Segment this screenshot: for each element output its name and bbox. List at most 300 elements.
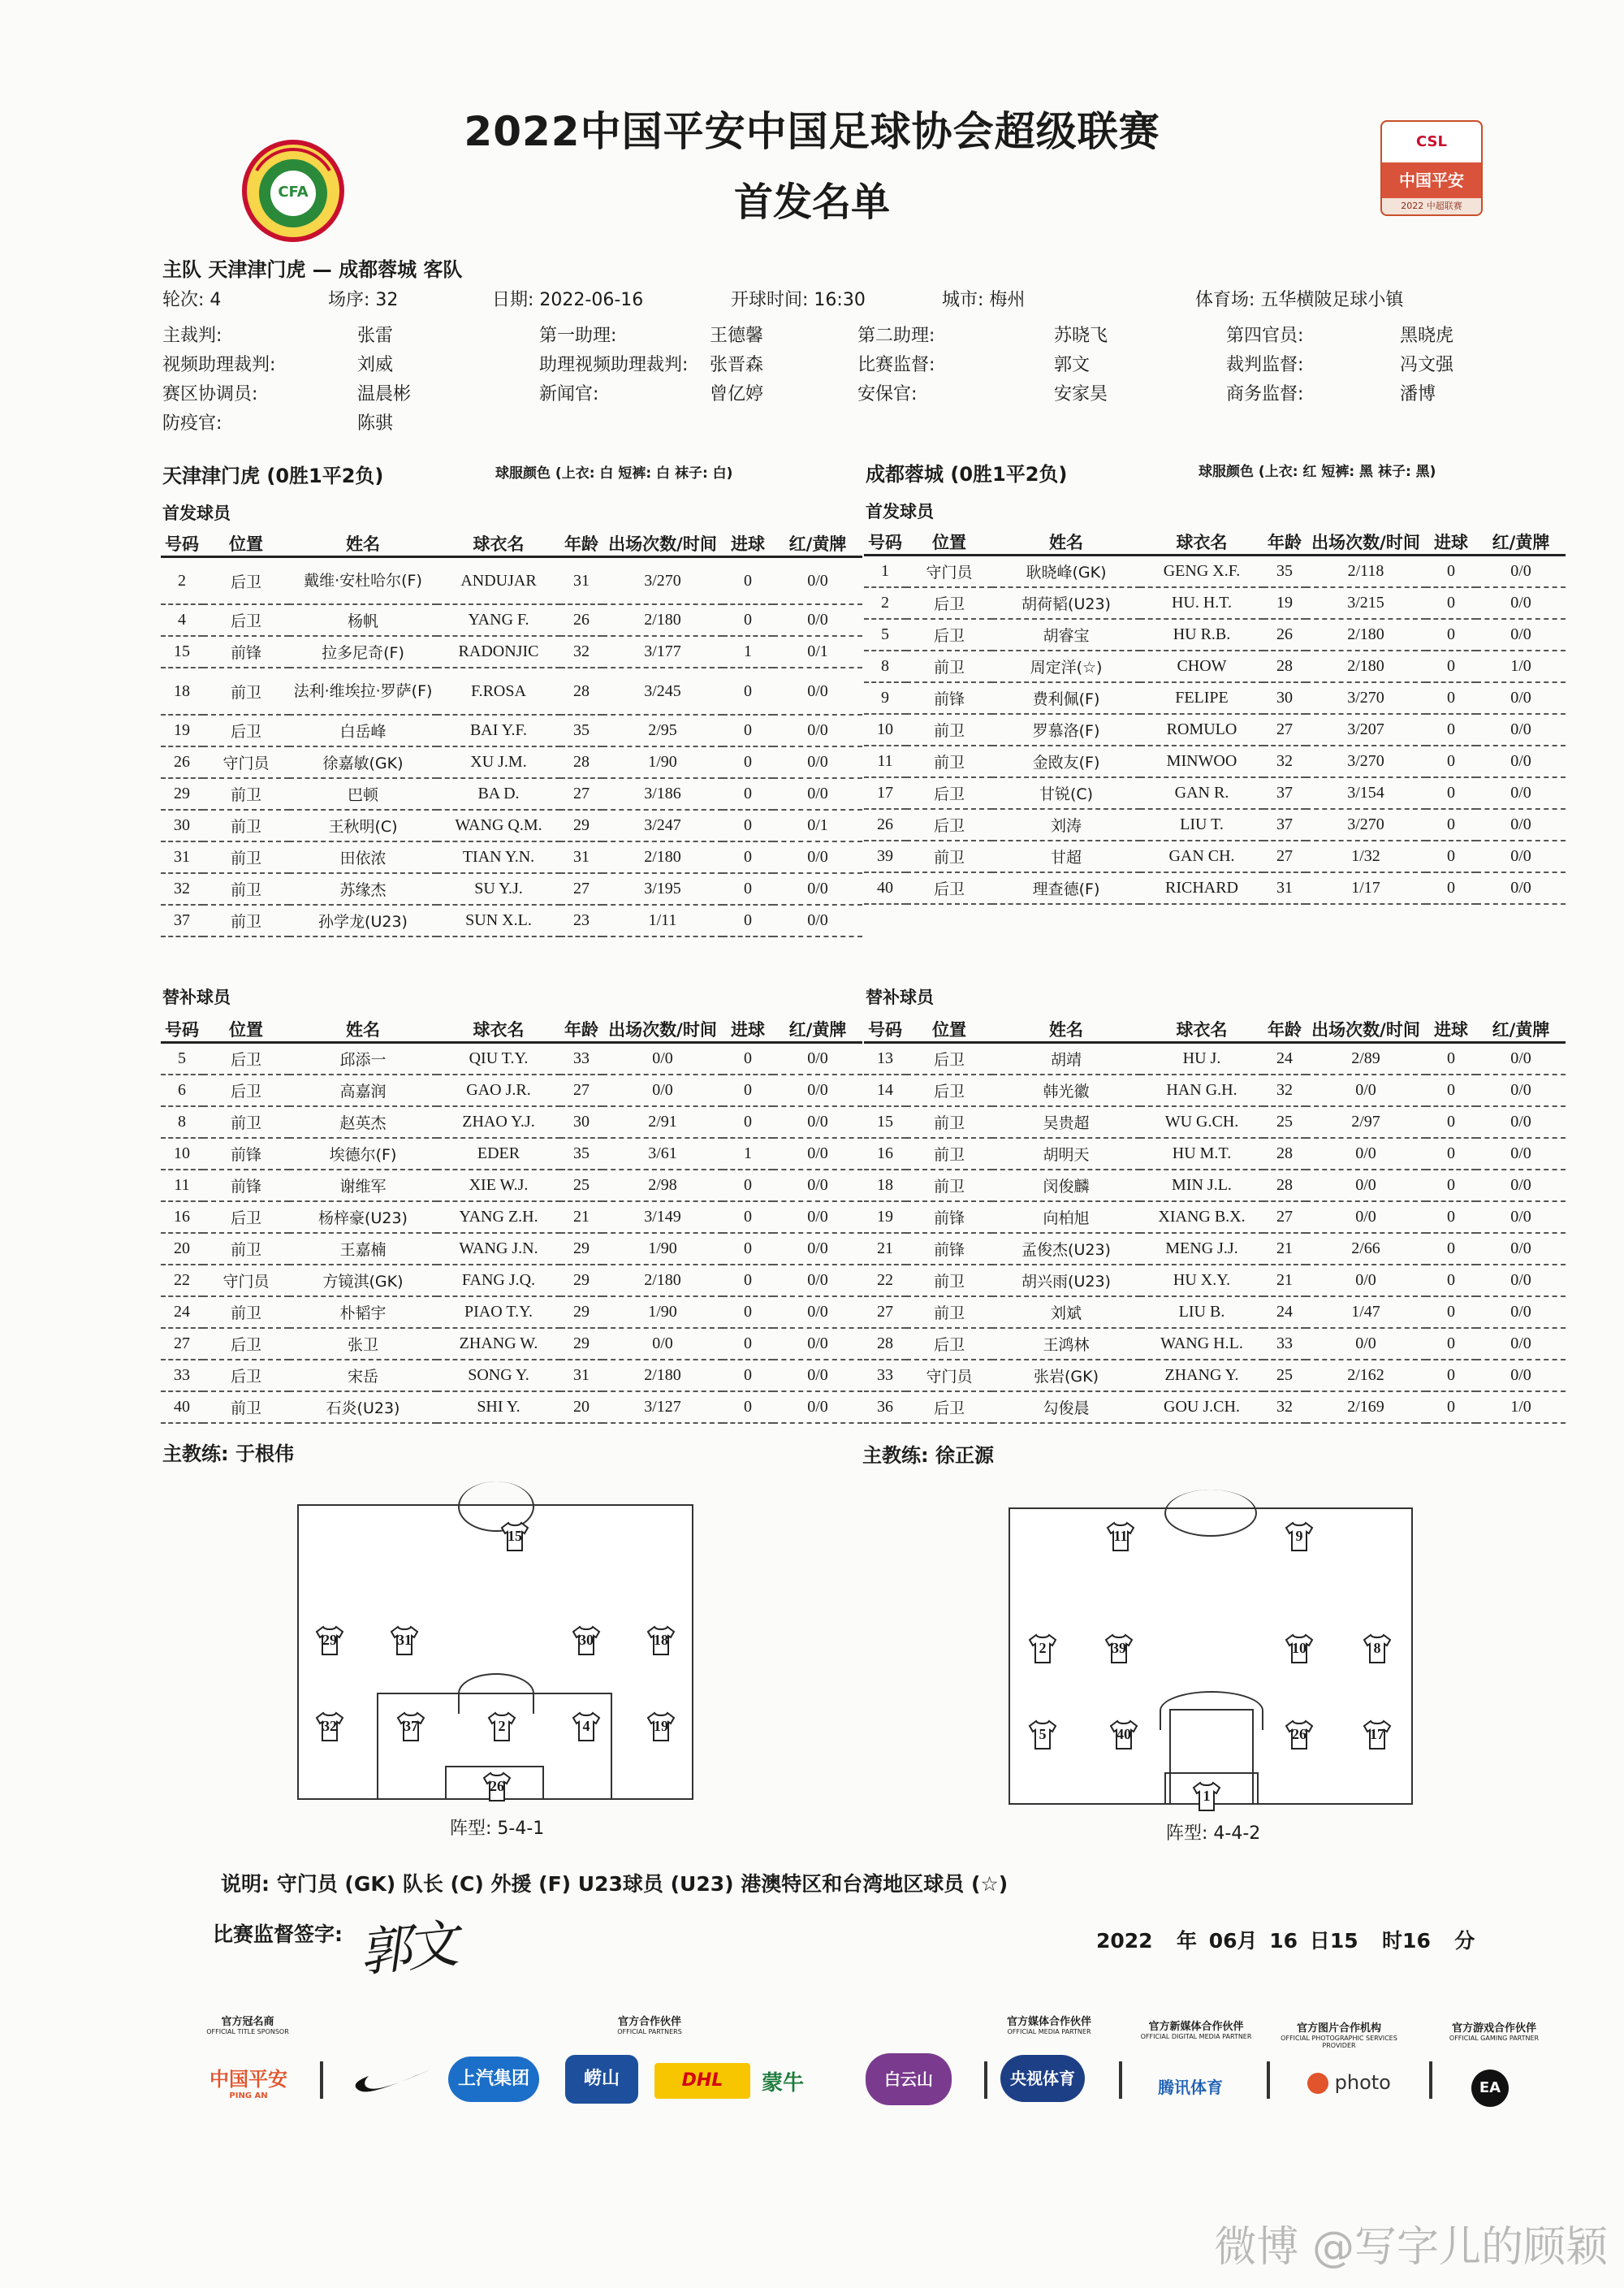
table-cell: 0/0	[1306, 1170, 1426, 1201]
table-cell: 21	[560, 1201, 603, 1233]
table-cell: 胡兴雨(U23)	[992, 1265, 1140, 1296]
column-header: 号码	[864, 530, 906, 556]
table-cell: 后卫	[203, 557, 289, 605]
signature-handwriting: 郭文	[356, 1914, 457, 1984]
table-cell: 11	[864, 746, 906, 777]
official-name: 刘威	[357, 355, 394, 375]
table-cell: ANDUJAR	[437, 557, 560, 605]
table-cell: 胡明天	[992, 1138, 1140, 1170]
player-shirt-icon: 30	[570, 1624, 603, 1657]
column-header: 号码	[864, 1017, 906, 1043]
table-row	[864, 1328, 1566, 1360]
table-cell: 0	[723, 1170, 773, 1201]
partners-caption: 官方合作伙伴 OFFICIAL PARTNERS	[617, 2016, 682, 2035]
table-cell: 0/0	[1476, 556, 1566, 588]
table-cell: 2/89	[1306, 1043, 1426, 1075]
table-cell: MIN J.L.	[1140, 1170, 1263, 1201]
table-cell: 0	[1426, 587, 1476, 619]
official-role-label: 新闻官:	[539, 384, 599, 404]
table-cell: 32	[560, 636, 603, 668]
table-cell: 张卫	[289, 1328, 437, 1360]
table-cell: 1/11	[603, 905, 723, 936]
venue-info: 体育场: 五华横陂足球小镇	[1195, 290, 1404, 310]
table-cell: 33	[864, 1360, 906, 1391]
table-cell: 0	[723, 1296, 773, 1328]
table-cell: 0/0	[773, 746, 862, 778]
table-row	[161, 1201, 862, 1233]
penalty-arc	[458, 1673, 534, 1714]
table-cell: 0	[1426, 1043, 1476, 1075]
table-cell: 25	[1263, 1360, 1306, 1391]
table-cell: 前卫	[906, 651, 992, 682]
table-cell: SU Y.J.	[437, 873, 560, 905]
table-cell: 0	[723, 1328, 773, 1360]
table-cell: GAO J.R.	[437, 1075, 560, 1106]
table-row	[864, 777, 1566, 809]
table-cell: 0/0	[1476, 1201, 1566, 1233]
penalty-arc	[1160, 1691, 1263, 1730]
table-cell: 27	[161, 1328, 203, 1360]
table-cell: WANG J.N.	[437, 1233, 560, 1265]
table-cell: 0	[723, 1075, 773, 1106]
column-header: 姓名	[289, 531, 437, 557]
table-cell: 29	[560, 1265, 603, 1296]
player-shirt-icon: 26	[481, 1771, 513, 1803]
table-cell: 周定洋(☆)	[992, 651, 1140, 682]
table-cell: 0	[723, 557, 773, 605]
table-cell: 2/180	[603, 841, 723, 873]
table-cell: 29	[560, 1296, 603, 1328]
table-cell: 0	[1426, 777, 1476, 809]
table-cell: 前卫	[203, 873, 289, 905]
table-cell: 29	[161, 778, 203, 810]
csl-logo-bot: 2022 中超联赛	[1401, 201, 1462, 211]
player-shirt-icon: 2	[486, 1711, 518, 1743]
table-cell: 后卫	[203, 1360, 289, 1391]
csl-logo-top: CSL	[1382, 122, 1481, 162]
column-header: 球衣名	[437, 531, 560, 557]
table-cell: XIANG B.X.	[1140, 1201, 1263, 1233]
table-cell: 3/149	[603, 1201, 723, 1233]
table-cell: HU R.B.	[1140, 619, 1263, 651]
table-cell: 后卫	[906, 619, 992, 651]
table-row	[864, 1106, 1566, 1138]
cfa-logo-text: CFA	[278, 184, 309, 201]
away-starters-table	[864, 530, 1566, 905]
column-header: 进球	[1426, 1017, 1476, 1043]
table-cell: 2/98	[603, 1170, 723, 1201]
table-cell: 守门员	[203, 1265, 289, 1296]
table-cell: 10	[864, 714, 906, 746]
official-name: 曾亿婷	[710, 384, 764, 404]
ea-sports-logo: EA	[1471, 2070, 1509, 2107]
table-cell: 0/0	[1476, 1138, 1566, 1170]
table-cell: 0	[1426, 1075, 1476, 1106]
table-cell: 胡靖	[992, 1043, 1140, 1075]
table-cell: 孟俊杰(U23)	[992, 1233, 1140, 1265]
player-shirt-icon: 2	[1026, 1633, 1059, 1665]
table-cell: 0/0	[773, 1265, 862, 1296]
table-cell: 27	[1263, 714, 1306, 746]
table-cell: 40	[161, 1391, 203, 1423]
column-header: 姓名	[992, 1017, 1140, 1043]
table-cell: 22	[161, 1265, 203, 1296]
column-header: 号码	[161, 531, 203, 557]
away-starters-label: 首发球员	[866, 502, 934, 521]
table-cell: 前卫	[906, 841, 992, 872]
table-cell: 理查德(F)	[992, 872, 1140, 904]
table-cell: PIAO T.Y.	[437, 1296, 560, 1328]
table-cell: 宋岳	[289, 1360, 437, 1391]
table-cell: 24	[1263, 1296, 1306, 1328]
table-cell: 0	[723, 1043, 773, 1075]
legend: 说明: 守门员 (GK) 队长 (C) 外援 (F) U23球员 (U23) 港澳特区和台湾地区球员 (☆)	[221, 1872, 1009, 1896]
table-cell: 32	[1263, 1391, 1306, 1423]
table-cell: 0	[723, 841, 773, 873]
column-header: 号码	[161, 1017, 203, 1043]
table-cell: 后卫	[203, 715, 289, 746]
table-cell: 0	[723, 810, 773, 841]
table-cell: 前卫	[906, 1170, 992, 1201]
table-cell: 13	[864, 1043, 906, 1075]
player-shirt-icon: 1	[1190, 1780, 1223, 1813]
table-cell: 2/180	[1306, 651, 1426, 682]
table-cell: 后卫	[203, 1075, 289, 1106]
table-cell: 王鸿林	[992, 1328, 1140, 1360]
table-cell: 0	[723, 905, 773, 936]
table-cell: 1/0	[1476, 1391, 1566, 1423]
table-cell: 后卫	[906, 1328, 992, 1360]
photo-logo: photo	[1307, 2071, 1391, 2094]
column-header: 年龄	[1263, 530, 1306, 556]
table-cell: 3/245	[603, 668, 723, 715]
table-cell: 后卫	[203, 1043, 289, 1075]
table-cell: TIAN Y.N.	[437, 841, 560, 873]
table-cell: 27	[1263, 1201, 1306, 1233]
table-cell: 31	[1263, 872, 1306, 904]
table-cell: 0/0	[773, 1296, 862, 1328]
gaming-caption: 官方游戏合作伙伴 OFFICIAL GAMING PARTNER	[1449, 2022, 1540, 2042]
table-cell: 0	[1426, 1296, 1476, 1328]
table-cell: 31	[560, 557, 603, 605]
table-cell: 3/177	[603, 636, 723, 668]
official-name: 王德馨	[710, 326, 764, 346]
table-cell: 22	[864, 1265, 906, 1296]
table-cell: MENG J.J.	[1140, 1233, 1263, 1265]
pingan-logo: 中国平安 PING AN	[209, 2068, 287, 2100]
table-cell: 守门员	[906, 556, 992, 588]
table-cell: 5	[864, 619, 906, 651]
table-cell: 前卫	[906, 1106, 992, 1138]
table-cell: 28	[1263, 1170, 1306, 1201]
table-row	[864, 809, 1566, 841]
table-cell: 27	[1263, 841, 1306, 872]
table-cell: 前锋	[906, 1233, 992, 1265]
player-shirt-icon: 40	[1108, 1719, 1140, 1751]
table-cell: 谢维军	[289, 1170, 437, 1201]
doc-subtitle: 首发名单	[733, 179, 890, 225]
table-cell: 0	[1426, 809, 1476, 841]
table-cell: 勾俊晨	[992, 1391, 1140, 1423]
table-cell: 25	[1263, 1106, 1306, 1138]
table-cell: 0/0	[1306, 1265, 1426, 1296]
table-cell: 0	[1426, 1138, 1476, 1170]
table-cell: 0/0	[1306, 1328, 1426, 1360]
title-sponsor-caption: 官方冠名商 OFFICIAL TITLE SPONSOR	[206, 2016, 289, 2035]
table-cell: 罗慕洛(F)	[992, 714, 1140, 746]
table-cell: 0/0	[773, 905, 862, 936]
away-team-name: 成都蓉城 (0胜1平2负)	[866, 463, 1068, 486]
away-formation-pitch	[1009, 1507, 1413, 1805]
table-cell: 0/0	[773, 1201, 862, 1233]
tencent-sports-logo: 腾讯体育	[1158, 2078, 1223, 2097]
weibo-watermark: 微博 @写字儿的顾颖	[1214, 2223, 1608, 2272]
new-media-caption: 官方新媒体合作伙伴 OFFICIAL DIGITAL MEDIA PARTNER	[1140, 2021, 1252, 2040]
table-row	[161, 746, 862, 778]
table-cell: 0/0	[773, 1170, 862, 1201]
away-kit-colors: 球服颜色 (上衣: 红 短裤: 黑 袜子: 黑)	[1199, 464, 1436, 480]
nike-swoosh-icon	[354, 2063, 432, 2099]
table-cell: 17	[864, 777, 906, 809]
table-cell: 3/270	[1306, 682, 1426, 714]
table-cell: 27	[560, 778, 603, 810]
official-role-label: 视频助理裁判:	[162, 355, 276, 375]
table-row	[864, 714, 1566, 746]
table-cell: 1/90	[603, 1233, 723, 1265]
table-cell: 27	[560, 873, 603, 905]
table-cell: XIE W.J.	[437, 1170, 560, 1201]
table-cell: WU G.CH.	[1140, 1106, 1263, 1138]
table-cell: 3/270	[603, 557, 723, 605]
table-cell: 杨梓豪(U23)	[289, 1201, 437, 1233]
table-cell: 29	[560, 810, 603, 841]
table-cell: 王秋明(C)	[289, 810, 437, 841]
table-cell: 杨帆	[289, 604, 437, 636]
table-cell: 35	[560, 715, 603, 746]
table-row	[864, 556, 1566, 588]
home-kit-colors: 球服颜色 (上衣: 白 短裤: 白 袜子: 白)	[495, 465, 733, 482]
table-cell: 0	[723, 1391, 773, 1423]
table-cell: BA D.	[437, 778, 560, 810]
column-header: 球衣名	[1140, 530, 1263, 556]
table-cell: 0/0	[773, 1360, 862, 1391]
official-name: 冯文强	[1400, 355, 1454, 375]
table-cell: CHOW	[1140, 651, 1263, 682]
official-name: 安家昊	[1054, 384, 1108, 404]
table-row	[864, 746, 1566, 777]
table-row	[864, 1043, 1566, 1075]
table-cell: 3/61	[603, 1138, 723, 1170]
table-cell: 23	[560, 905, 603, 936]
table-cell: 10	[161, 1138, 203, 1170]
table-cell: 28	[1263, 651, 1306, 682]
table-cell: 9	[864, 682, 906, 714]
table-cell: 前卫	[203, 668, 289, 715]
table-cell: HU X.Y.	[1140, 1265, 1263, 1296]
home-subs-label: 替补球员	[162, 988, 231, 1007]
table-cell: 前卫	[203, 1106, 289, 1138]
table-cell: 前卫	[906, 746, 992, 777]
column-header: 出场次数/时间	[1306, 530, 1426, 556]
table-cell: 3/215	[1306, 587, 1426, 619]
table-cell: 后卫	[906, 872, 992, 904]
table-row	[864, 1138, 1566, 1170]
table-cell: 27	[864, 1296, 906, 1328]
table-cell: 耿晓峰(GK)	[992, 556, 1140, 588]
table-cell: 赵英杰	[289, 1106, 437, 1138]
table-cell: 0/0	[1476, 1328, 1566, 1360]
table-cell: 5	[161, 1043, 203, 1075]
csl-logo-mid: 中国平安	[1382, 162, 1481, 198]
table-cell: 0/0	[773, 778, 862, 810]
table-cell: 1/0	[1476, 651, 1566, 682]
table-cell: 35	[560, 1138, 603, 1170]
table-cell: 3/186	[603, 778, 723, 810]
table-cell: 田依浓	[289, 841, 437, 873]
table-cell: 后卫	[203, 604, 289, 636]
table-cell: 0	[723, 873, 773, 905]
table-cell: 1/90	[603, 746, 723, 778]
table-cell: 费利佩(F)	[992, 682, 1140, 714]
official-role-label: 第一助理:	[539, 326, 617, 346]
table-cell: 0	[723, 1233, 773, 1265]
table-cell: 前锋	[203, 1170, 289, 1201]
table-header-row	[161, 1017, 862, 1043]
player-shirt-icon: 18	[645, 1624, 677, 1657]
table-cell: WANG Q.M.	[437, 810, 560, 841]
table-row	[161, 604, 862, 636]
table-cell: 37	[1263, 809, 1306, 841]
table-cell: 0	[723, 746, 773, 778]
table-row	[161, 905, 862, 936]
table-cell: YANG F.	[437, 604, 560, 636]
player-shirt-icon: 37	[395, 1711, 427, 1743]
table-header-row	[864, 530, 1566, 556]
table-cell: 2/180	[603, 1360, 723, 1391]
table-cell: 0/0	[1476, 872, 1566, 904]
table-cell: 30	[560, 1106, 603, 1138]
table-cell: 0/0	[1476, 777, 1566, 809]
table-cell: 2	[864, 587, 906, 619]
home-starters-label: 首发球员	[162, 504, 231, 523]
column-header: 球衣名	[1140, 1017, 1263, 1043]
table-cell: 33	[560, 1043, 603, 1075]
table-cell: XU J.M.	[437, 746, 560, 778]
table-row	[161, 1138, 862, 1170]
table-cell: 0	[723, 604, 773, 636]
column-header: 出场次数/时间	[1306, 1017, 1426, 1043]
table-cell: 埃德尔(F)	[289, 1138, 437, 1170]
media-partner-caption: 官方媒体合作伙伴 OFFICIAL MEDIA PARTNER	[1006, 2016, 1091, 2035]
table-cell: 巴顿	[289, 778, 437, 810]
table-cell: GOU J.CH.	[1140, 1391, 1263, 1423]
official-role-label: 防疫官:	[162, 413, 222, 434]
official-name: 温晨彬	[357, 384, 412, 404]
official-name: 苏晓飞	[1054, 326, 1108, 346]
table-cell: ROMULO	[1140, 714, 1263, 746]
table-cell: 26	[864, 809, 906, 841]
table-cell: 28	[1263, 1138, 1306, 1170]
table-cell: 方镜淇(GK)	[289, 1265, 437, 1296]
table-cell: 18	[864, 1170, 906, 1201]
table-cell: 胡荷韬(U23)	[992, 587, 1140, 619]
column-header: 球衣名	[437, 1017, 560, 1043]
table-cell: 3/270	[1306, 746, 1426, 777]
column-header: 位置	[203, 531, 289, 557]
table-cell: 1	[723, 636, 773, 668]
table-cell: 24	[161, 1296, 203, 1328]
table-cell: 36	[864, 1391, 906, 1423]
table-cell: 0/0	[773, 557, 862, 605]
table-cell: 15	[161, 636, 203, 668]
player-shirt-icon: 4	[570, 1711, 603, 1743]
official-name: 郭文	[1054, 355, 1091, 375]
away-formation: 阵型: 4-4-2	[1166, 1823, 1261, 1844]
table-cell: 1	[723, 1138, 773, 1170]
column-header: 红/黄牌	[773, 1017, 862, 1043]
table-cell: 后卫	[906, 1391, 992, 1423]
table-row	[161, 778, 862, 810]
home-starters-table	[161, 531, 862, 937]
table-header-row	[161, 531, 862, 557]
table-row	[864, 841, 1566, 872]
table-cell: 4	[161, 604, 203, 636]
player-shirt-icon: 32	[313, 1711, 346, 1743]
table-cell: 守门员	[203, 746, 289, 778]
table-cell: 30	[1263, 682, 1306, 714]
table-cell: 后卫	[906, 809, 992, 841]
column-header: 年龄	[560, 531, 603, 557]
player-shirt-icon: 17	[1361, 1719, 1393, 1751]
table-cell: 3/154	[1306, 777, 1426, 809]
table-cell: 0/0	[603, 1043, 723, 1075]
official-role-label: 比赛监督:	[857, 355, 935, 375]
table-cell: 0/0	[773, 668, 862, 715]
table-cell: 拉多尼奇(F)	[289, 636, 437, 668]
table-cell: 后卫	[906, 777, 992, 809]
player-shirt-icon: 26	[1283, 1719, 1315, 1751]
divider	[1267, 2061, 1270, 2099]
table-cell: 19	[161, 715, 203, 746]
table-cell: 29	[560, 1328, 603, 1360]
column-header: 进球	[723, 1017, 773, 1043]
home-formation-pitch	[297, 1504, 693, 1800]
table-row	[161, 715, 862, 746]
table-cell: 1/47	[1306, 1296, 1426, 1328]
table-cell: 0/0	[773, 1138, 862, 1170]
table-cell: 2/169	[1306, 1391, 1426, 1423]
official-role-label: 第四官员:	[1226, 326, 1304, 346]
column-header: 位置	[906, 530, 992, 556]
table-cell: 0	[723, 1265, 773, 1296]
official-role-label: 赛区协调员:	[162, 384, 258, 404]
table-cell: 前锋	[906, 682, 992, 714]
official-role-label: 主裁判:	[162, 326, 222, 346]
table-cell: 0/0	[773, 715, 862, 746]
table-cell: WANG H.L.	[1140, 1328, 1263, 1360]
table-cell: 0	[1426, 746, 1476, 777]
table-row	[161, 841, 862, 873]
table-cell: 0	[1426, 1201, 1476, 1233]
table-cell: 0/0	[773, 1043, 862, 1075]
table-cell: 0/1	[773, 636, 862, 668]
table-cell: 0	[723, 1106, 773, 1138]
table-cell: 37	[161, 905, 203, 936]
table-cell: 1	[864, 556, 906, 588]
table-cell: 前卫	[906, 1296, 992, 1328]
table-cell: 0	[1426, 1170, 1476, 1201]
table-cell: 0/0	[773, 1106, 862, 1138]
